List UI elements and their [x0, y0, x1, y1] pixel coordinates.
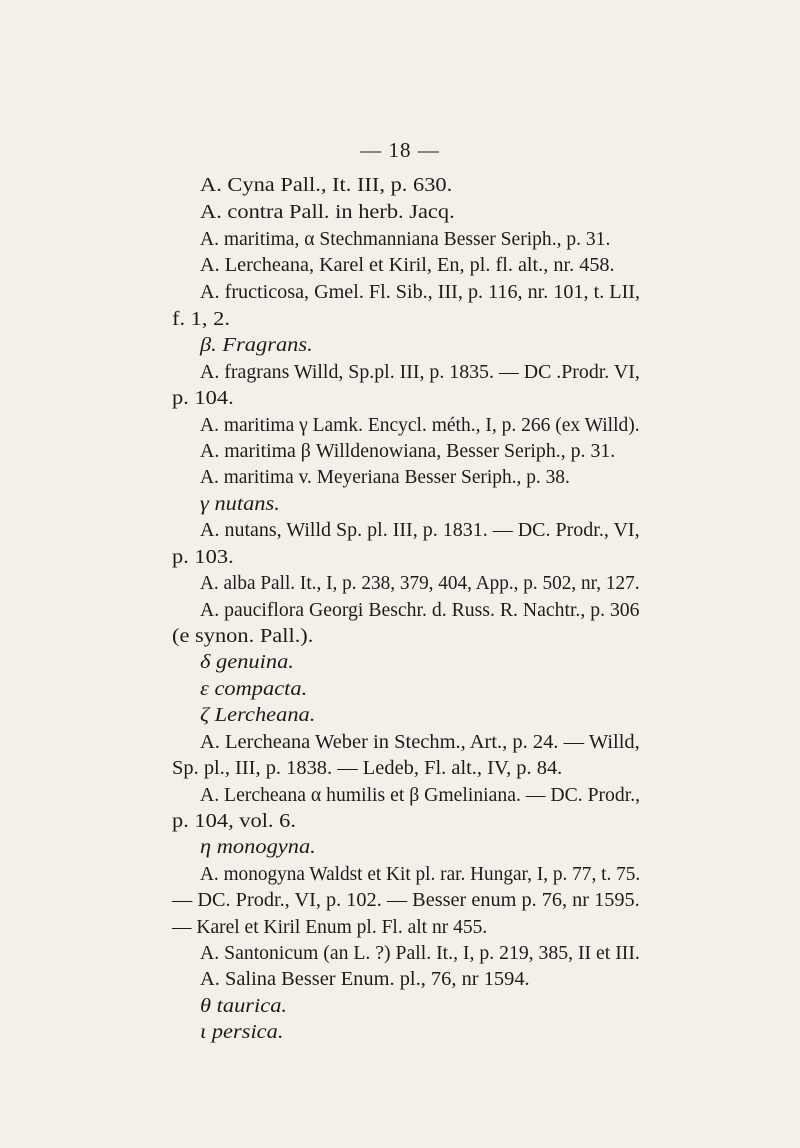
- text-line: A. Lercheana, Karel et Kiril, En, pl. fl. alt., nr. 458.: [200, 255, 615, 276]
- text-line: A. contra Pall. in herb. Jacq.: [200, 202, 455, 223]
- text-line: γ nutans.: [200, 494, 280, 515]
- text-line: A. fragrans Willd, Sp.pl. III, p. 1835. — DC .Prodr. VI,: [200, 362, 640, 383]
- text-line: (e synon. Pall.).: [172, 626, 314, 647]
- text-line: p. 104.: [172, 388, 234, 409]
- text-line: A. fructicosa, Gmel. Fl. Sib., III, p. 116, nr. 101, t. LII,: [200, 282, 641, 303]
- page-number: — 18 —: [360, 138, 440, 162]
- text-line: β. Fragrans.: [200, 335, 313, 356]
- text-line: A. Cyna Pall., It. III, p. 630.: [200, 175, 453, 196]
- text-line: δ genuina.: [200, 652, 294, 673]
- text-line: p. 103.: [172, 547, 234, 568]
- text-line: η monogyna.: [200, 837, 316, 858]
- text-line: A. Santonicum (an L. ?) Pall. It., I, p. 219, 385, II et III.: [200, 943, 640, 964]
- text-line: A. Salina Besser Enum. pl., 76, nr 1594.: [200, 969, 530, 990]
- text-line: A. maritima, α Stechmanniana Besser Seriph., p. 31.: [200, 229, 611, 250]
- text-line: f. 1, 2.: [172, 309, 230, 330]
- text-line: A. monogyna Waldst et Kit pl. rar. Hungar, I, p. 77, t. 75.: [200, 864, 641, 885]
- text-line: A. maritima γ Lamk. Encycl. méth., I, p. 266 (ex Willd).: [200, 415, 640, 436]
- text-line: — DC. Prodr., VI, p. 102. — Besser enum p. 76, nr 1595.: [172, 890, 640, 911]
- text-line: — Karel et Kiril Enum pl. Fl. alt nr 455.: [172, 917, 488, 938]
- text-line: ζ Lercheana.: [200, 705, 316, 726]
- text-line: A. maritima v. Meyeriana Besser Seriph., p. 38.: [200, 467, 570, 488]
- text-line: A. maritima β Willdenowiana, Besser Seriph., p. 31.: [200, 441, 616, 462]
- text-line: ε compacta.: [200, 679, 308, 700]
- text-line: A. nutans, Willd Sp. pl. III, p. 1831. — DC. Prodr., VI,: [200, 520, 640, 541]
- text-line: ι persica.: [200, 1022, 284, 1043]
- text-line: A. pauciflora Georgi Beschr. d. Russ. R. Nachtr., p. 306: [200, 600, 640, 621]
- text-line: Sp. pl., III, p. 1838. — Ledeb, Fl. alt., IV, p. 84.: [172, 758, 563, 779]
- text-line: θ taurica.: [200, 996, 288, 1017]
- text-line: A. Lercheana α humilis et β Gmeliniana. — DC. Prodr.,: [200, 785, 641, 806]
- text-line: A. alba Pall. It., I, p. 238, 379, 404, App., p. 502, nr, 127.: [200, 573, 640, 594]
- text-line: A. Lercheana Weber in Stechm., Art., p. 24. — Willd,: [200, 732, 640, 753]
- text-line: p. 104, vol. 6.: [172, 811, 296, 832]
